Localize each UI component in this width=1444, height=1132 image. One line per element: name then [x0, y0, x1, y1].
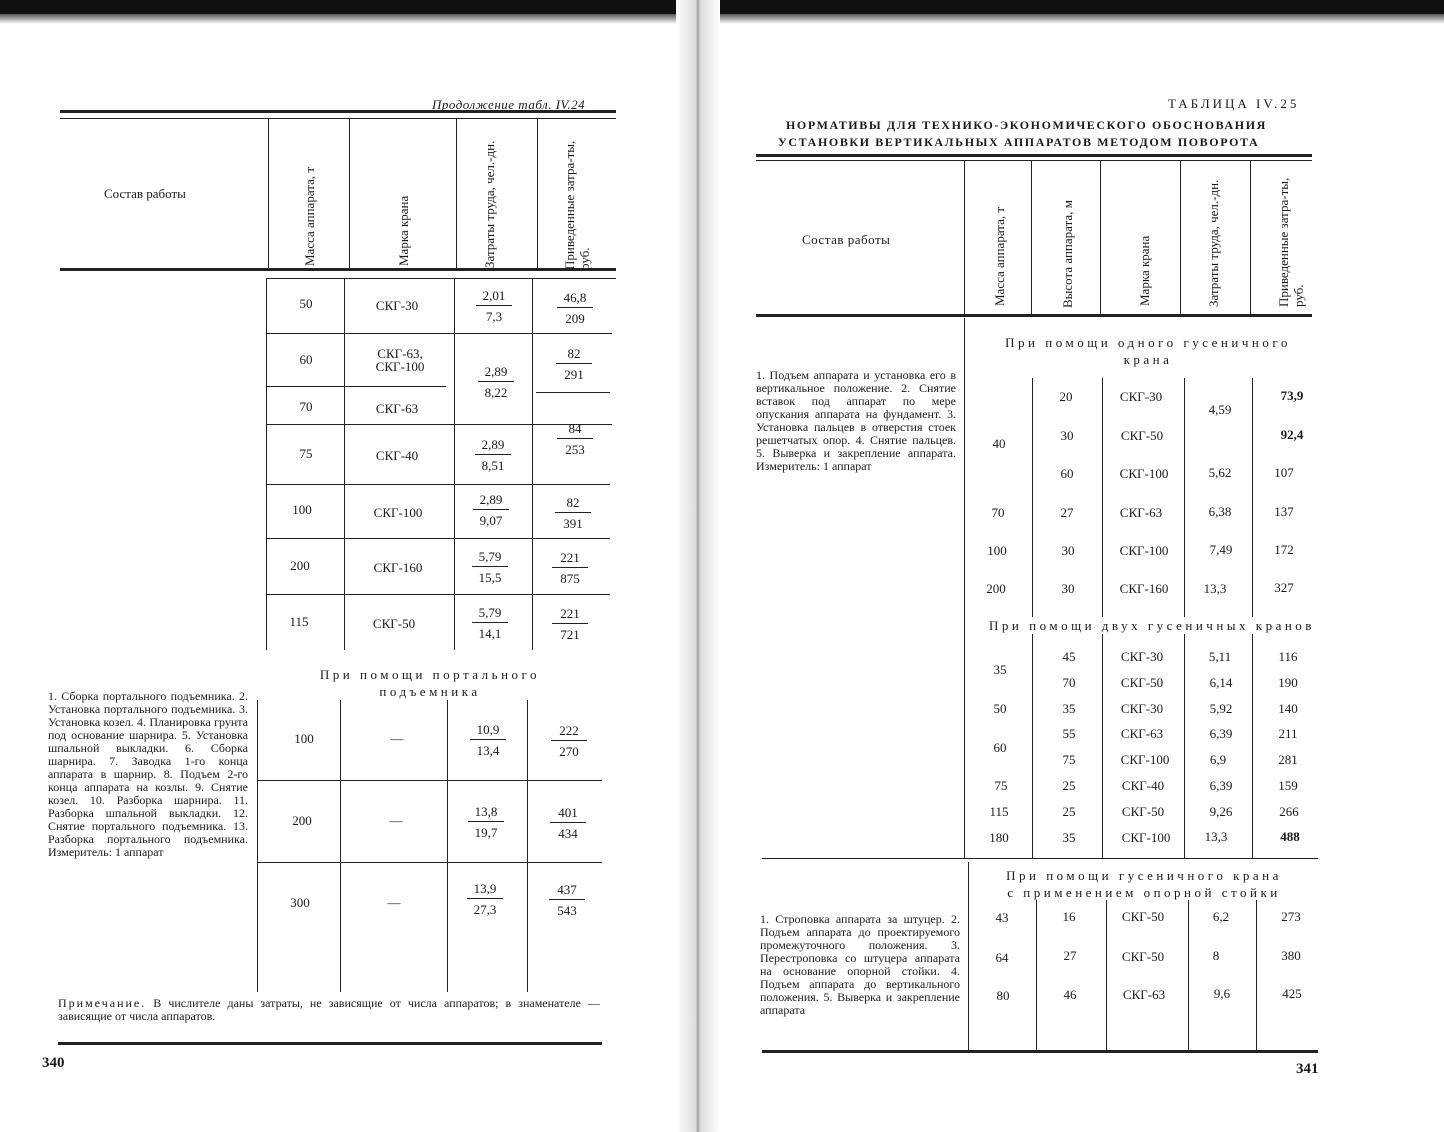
header-work: Состав работы	[802, 232, 891, 247]
cell-mass: 100	[294, 731, 314, 746]
cell-cost: 92,4	[1280, 427, 1304, 442]
header-divider	[456, 118, 457, 268]
cell-crane: СКГ-50	[1121, 949, 1165, 964]
cell-crane: СКГ-30	[1119, 389, 1163, 404]
cell-mass: 64	[995, 950, 1009, 965]
cell-height: 70	[1062, 675, 1076, 690]
cost-numerator: 221	[560, 550, 580, 565]
cell-mass: 200	[290, 558, 310, 573]
cell-labor: 4,59	[1208, 402, 1232, 417]
cost-denominator: 543	[557, 903, 577, 918]
fraction-bar	[550, 822, 586, 823]
cell-mass: 50	[299, 296, 313, 311]
header-cost: Приведенные затра-ты, руб.	[1276, 177, 1306, 307]
cell-labor: 6,9	[1209, 752, 1227, 767]
cell-labor: 6,39	[1209, 778, 1233, 793]
fraction-bar	[552, 567, 588, 568]
cell-crane: СКГ-100	[373, 505, 423, 520]
cell-mass: 100	[987, 543, 1007, 558]
header-mass: Масса аппарата, т	[302, 166, 317, 266]
cost-numerator: 401	[558, 805, 578, 820]
header-work: Состав работы	[104, 186, 186, 201]
table-top-rule	[60, 110, 616, 113]
header-crane: Марка крана	[396, 195, 411, 266]
cell-labor	[473, 492, 509, 528]
table-bottom-rule	[762, 1050, 1318, 1053]
cell-crane: —	[389, 813, 403, 828]
labor-numerator: 10,9	[476, 722, 500, 737]
cell-height: 55	[1062, 726, 1076, 741]
cell-cost: 211	[1278, 726, 1298, 741]
page-number: 341	[1296, 1061, 1319, 1077]
header-height: Высота аппарата, м	[1060, 200, 1075, 308]
cell-cost	[555, 495, 591, 531]
cost-numerator: 82	[566, 495, 580, 510]
cost-denominator: 875	[560, 571, 580, 586]
note-text: В числителе даны затраты, не зависящие от числа аппаратов; в знаменателе — зависящие от числа аппаратов.	[58, 996, 600, 1023]
cost-numerator: 82	[567, 346, 581, 361]
body-divider	[968, 862, 969, 1050]
cell-height: 27	[1063, 948, 1077, 963]
fraction-bar	[468, 821, 504, 822]
cell-labor	[478, 364, 514, 400]
cell-labor: 6,39	[1209, 726, 1233, 741]
body-divider	[1036, 900, 1037, 1050]
cell-labor: 9,6	[1213, 986, 1231, 1001]
continuation-label: Продолжение табл. IV.24	[432, 97, 586, 112]
fraction-bar	[478, 381, 514, 382]
row-rule	[257, 862, 602, 863]
header-bottom-rule	[756, 314, 1312, 317]
fraction-bar	[552, 623, 588, 624]
body-divider	[1188, 900, 1189, 1050]
header-divider	[1250, 160, 1251, 314]
cost-denominator: 253	[565, 442, 585, 457]
body-divider	[447, 700, 448, 992]
body-divider	[964, 318, 965, 858]
section1-title: При помощи одного гусеничного крана	[1005, 335, 1291, 367]
cost-denominator: 209	[565, 311, 585, 326]
fraction-bar	[555, 512, 591, 513]
cell-height: 27	[1060, 505, 1074, 520]
fraction-bar	[557, 438, 593, 439]
cell-labor	[472, 605, 508, 641]
cell-height: 60	[1060, 466, 1074, 481]
cell-labor: 9,26	[1209, 804, 1233, 819]
cell-crane: СКГ-100	[1119, 466, 1169, 481]
fraction-bar	[551, 740, 587, 741]
cell-cost: 281	[1278, 752, 1298, 767]
fraction-bar	[476, 305, 512, 306]
header-divider	[1100, 160, 1101, 314]
cell-cost: 273	[1281, 909, 1301, 924]
header-cost: Приведенные затра-ты, руб.	[562, 140, 592, 270]
cell-cost: 488	[1280, 829, 1300, 844]
cell-height: 16	[1062, 909, 1076, 924]
cell-height: 30	[1061, 543, 1075, 558]
cell-mass: 180	[989, 830, 1009, 845]
cell-cost	[552, 550, 588, 586]
cell-mass: 115	[289, 614, 309, 629]
table-label: ТАБЛИЦА IV.25	[1168, 96, 1300, 111]
cell-mass: 40	[992, 436, 1006, 451]
portal-work-description: 1. Сборка портального подъемника. 2. Установка портального подъемника. 3. Установка козел. 4. Планировка грунта под основание шарнира. 5. Установка шпальной выкладки. 6. Сборка шарнира. 7. Заводка 1-го конца аппарата в шарнир. 8. Подъем 2-го конца аппарата на козлы. 9. Снятие козел. 10. Разборка шарнира. 11. Разборка шпальной выкладки. 12. Снятие портального подъемника. 13. Разборка портального подъемника. Измеритель: 1 аппарат	[48, 689, 248, 859]
labor-denominator: 27,3	[473, 902, 497, 917]
cell-mass: 43	[995, 910, 1009, 925]
cell-mass: 115	[989, 804, 1009, 819]
cell-cost: 107	[1274, 465, 1294, 480]
cell-crane: СКГ-50	[1121, 804, 1165, 819]
cell-crane: СКГ-63, СКГ-100	[375, 346, 425, 374]
cell-crane: СКГ-50	[1120, 675, 1164, 690]
cell-labor: 5,11	[1208, 649, 1232, 664]
cell-crane: СКГ-30	[1120, 649, 1164, 664]
table-title-line2: УСТАНОВКИ ВЕРТИКАЛЬНЫХ АППАРАТОВ МЕТОДОМ ПОВОРОТА	[778, 135, 1260, 149]
labor-numerator: 5,79	[478, 549, 502, 564]
cost-denominator: 270	[559, 744, 579, 759]
cell-crane: СКГ-100	[1120, 752, 1170, 767]
cell-crane: СКГ-30	[375, 298, 419, 313]
cell-mass: 60	[299, 352, 313, 367]
labor-numerator: 2,89	[484, 364, 508, 379]
cell-crane: СКГ-50	[372, 616, 416, 631]
fraction-bar	[475, 454, 511, 455]
book-gutter	[676, 0, 720, 1132]
fraction-bar	[470, 739, 506, 740]
cell-labor: 6,2	[1212, 909, 1230, 924]
cell-cost: 327	[1274, 580, 1294, 595]
cell-crane: СКГ-100	[1121, 830, 1171, 845]
header-crane: Марка крана	[1137, 235, 1152, 306]
cell-height: 30	[1061, 581, 1075, 596]
page-number: 340	[42, 1055, 65, 1071]
fraction-bar	[473, 509, 509, 510]
cell-crane: СКГ-63	[1122, 987, 1166, 1002]
cell-height: 45	[1062, 649, 1076, 664]
header-bottom-rule	[60, 268, 616, 271]
cell-cost: 425	[1282, 986, 1302, 1001]
cell-height: 75	[1062, 752, 1076, 767]
header-labor: Затраты труда, чел.-дн.	[1206, 179, 1221, 307]
table-title-line1: НОРМАТИВЫ ДЛЯ ТЕХНИКО-ЭКОНОМИЧЕСКОГО ОБОСНОВАНИЯ	[786, 118, 1267, 132]
cell-cost: 140	[1278, 701, 1298, 716]
cell-cost: 380	[1281, 948, 1301, 963]
cell-mass: 200	[292, 813, 312, 828]
cell-labor: 6,14	[1209, 675, 1233, 690]
table-note	[58, 997, 600, 1023]
cell-cost: 159	[1278, 778, 1298, 793]
header-divider	[1031, 160, 1032, 314]
table-top-rule-2	[756, 160, 1312, 161]
section2-title: При помощи двух гусеничных кранов	[982, 617, 1322, 634]
cell-crane: СКГ-40	[375, 448, 419, 463]
labor-numerator: 2,89	[481, 437, 505, 452]
cost-numerator: 84	[568, 421, 582, 436]
cell-labor: 5,92	[1209, 701, 1233, 716]
cell-labor: 13,3	[1204, 829, 1228, 844]
table-bottom-rule	[58, 1042, 602, 1045]
cost-denominator: 721	[560, 627, 580, 642]
header-divider	[537, 118, 538, 268]
cell-labor	[476, 288, 512, 324]
labor-denominator: 7,3	[485, 309, 503, 324]
cell-crane: СКГ-50	[1120, 428, 1164, 443]
cell-height: 46	[1063, 987, 1077, 1002]
note-label: Примечание.	[58, 996, 147, 1010]
labor-numerator: 13,8	[474, 804, 498, 819]
cell-cost	[552, 606, 588, 642]
labor-denominator: 15,5	[478, 570, 502, 585]
labor-numerator: 13,9	[473, 881, 497, 896]
cell-cost: 172	[1274, 542, 1294, 557]
cell-cost	[550, 805, 586, 841]
cell-labor: 8	[1212, 948, 1220, 963]
cost-denominator: 291	[564, 367, 584, 382]
cell-labor	[467, 881, 503, 917]
row-rule	[266, 484, 610, 485]
cell-mass: 50	[993, 701, 1007, 716]
labor-denominator: 13,4	[476, 743, 500, 758]
cell-mass: 70	[991, 505, 1005, 520]
cell-crane: —	[387, 895, 401, 910]
cell-mass: 75	[994, 778, 1008, 793]
cell-mass: 60	[993, 740, 1007, 755]
cell-labor: 7,49	[1209, 542, 1233, 557]
header-mass: Масса аппарата, т	[992, 206, 1007, 306]
body-divider	[257, 700, 258, 992]
cell-cost: 137	[1274, 504, 1294, 519]
fraction-bar	[556, 363, 592, 364]
cell-height: 35	[1062, 701, 1076, 716]
section3-work-description: 1. Строповка аппарата за штуцер. 2. Подъем аппарата до проектируемого промежуточного положения. 3. Перестроповка со штуцера аппарата на основание опорной стойки. 4. Подъем аппарата до вертикального положения. 5. Выверка и закрепление аппарата	[760, 912, 960, 1017]
cost-numerator: 221	[560, 606, 580, 621]
cell-height: 25	[1062, 804, 1076, 819]
row-rule	[257, 780, 602, 781]
cell-crane: СКГ-160	[1119, 581, 1169, 596]
cell-cost: 190	[1278, 675, 1298, 690]
cost-denominator: 434	[558, 826, 578, 841]
header-divider	[268, 118, 269, 268]
labor-numerator: 5,79	[478, 605, 502, 620]
fraction-bar	[467, 898, 503, 899]
cell-height: 20	[1059, 389, 1073, 404]
fraction-bar	[549, 899, 585, 900]
cell-crane: СКГ-50	[1121, 909, 1165, 924]
cell-mass: 300	[290, 895, 310, 910]
labor-denominator: 8,51	[481, 458, 505, 473]
row-rule	[266, 333, 612, 334]
labor-numerator: 2,89	[479, 492, 503, 507]
cell-crane: СКГ-30	[1120, 701, 1164, 716]
labor-denominator: 9,07	[479, 513, 503, 528]
cell-labor: 6,38	[1208, 504, 1232, 519]
cell-labor: 13,3	[1203, 581, 1227, 596]
cell-labor	[472, 549, 508, 585]
cell-mass: 75	[299, 446, 313, 461]
cell-crane: СКГ-63	[1120, 726, 1164, 741]
cell-height: 30	[1060, 428, 1074, 443]
cost-numerator: 437	[557, 882, 577, 897]
header-labor: Затраты труда, чел.-дн.	[482, 140, 497, 268]
cell-labor	[470, 722, 506, 758]
cell-cost	[557, 421, 593, 457]
cost-denominator: 391	[563, 516, 583, 531]
cell-cost	[557, 290, 593, 326]
cell-crane: СКГ-160	[373, 560, 423, 575]
cell-cost	[556, 346, 592, 382]
cell-mass: 70	[299, 399, 313, 414]
cell-mass: 200	[986, 581, 1006, 596]
header-divider	[1180, 160, 1181, 314]
cell-labor	[468, 804, 504, 840]
cell-crane: —	[390, 731, 404, 746]
fraction-bar	[557, 307, 593, 308]
cell-crane: СКГ-100	[1119, 543, 1169, 558]
header-divider	[349, 118, 350, 268]
cell-cost: 266	[1279, 804, 1299, 819]
row-rule	[266, 538, 610, 539]
section3-title-line2: с применением опорной стойки	[1007, 885, 1281, 900]
fraction-bar	[472, 622, 508, 623]
cell-crane: СКГ-63	[375, 401, 419, 416]
cell-cost: 73,9	[1280, 388, 1304, 403]
row-rule	[266, 594, 610, 595]
cell-crane: СКГ-40	[1121, 778, 1165, 793]
body-divider	[1106, 900, 1107, 1050]
cell-mass: 35	[993, 662, 1007, 677]
row-rule	[266, 386, 446, 387]
section1-work-description: 1. Подъем аппарата и установка его в вертикальное положение. 2. Снятие вставок под аппарат по мере опускания аппарата на фундамент. 3. Установка пальцев в отверстия стоек решетчатых опор. 4. Снятие пальцев. 5. Выверка и закрепление аппарата. Измеритель: 1 аппарат	[756, 368, 956, 473]
section-rule	[762, 858, 1318, 859]
cell-height: 25	[1062, 778, 1076, 793]
body-divider	[340, 700, 341, 992]
body-divider	[527, 700, 528, 992]
cell-cost: 116	[1278, 649, 1298, 664]
cell-mass: 100	[292, 502, 312, 517]
header-divider	[964, 160, 965, 314]
header-bottom-rule-2	[266, 278, 616, 279]
portal-section-title: При помощи портального подъемника	[319, 667, 541, 699]
body-divider	[1256, 900, 1257, 1050]
labor-numerator: 2,01	[482, 288, 506, 303]
cell-cost	[551, 723, 587, 759]
cost-numerator: 222	[559, 723, 579, 738]
scan-top-shadow	[0, 14, 1444, 24]
section3-title-line1: При помощи гусеничного крана	[1006, 868, 1282, 883]
row-rule	[536, 392, 610, 393]
labor-denominator: 8,22	[484, 385, 508, 400]
labor-denominator: 19,7	[474, 825, 498, 840]
scan-top-edge	[0, 0, 1444, 14]
cell-mass: 80	[996, 988, 1010, 1003]
table-top-rule-2	[60, 118, 616, 119]
table-top-rule	[756, 154, 1312, 157]
cell-cost	[549, 882, 585, 918]
cell-labor: 5,62	[1208, 465, 1232, 480]
cell-crane: СКГ-63	[1119, 505, 1163, 520]
cell-labor	[475, 437, 511, 473]
cost-numerator: 46,8	[563, 290, 587, 305]
labor-denominator: 14,1	[478, 626, 502, 641]
fraction-bar	[472, 566, 508, 567]
cell-height: 35	[1062, 830, 1076, 845]
